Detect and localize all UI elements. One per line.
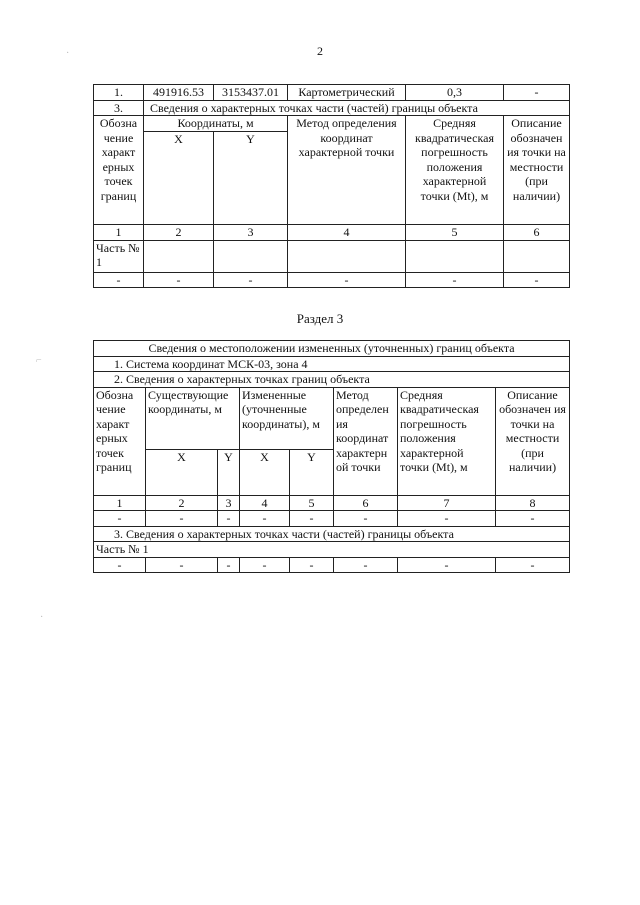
table-cell: 0,3 (406, 85, 504, 101)
table-cell: - (240, 511, 290, 527)
table-row (94, 356, 570, 372)
table-row (94, 341, 570, 357)
part-label: Часть № 1 (94, 542, 570, 558)
table-cell: Картометрический (288, 85, 406, 101)
table-cell (288, 240, 406, 272)
changed-boundaries-table (93, 340, 570, 573)
table-cell: - (94, 511, 146, 527)
column-number: 3 (214, 225, 288, 241)
header-x: X (146, 449, 218, 495)
table-row (94, 100, 570, 116)
column-number: 2 (146, 495, 218, 511)
header-method: Метод определен ия координат характерн ой точки (334, 387, 398, 495)
part-row (94, 240, 570, 272)
table-title: Сведения о местоположении измененных (уточненных) границ объекта (94, 341, 570, 357)
table-cell: - (496, 511, 570, 527)
table-row (94, 526, 570, 542)
table-cell: - (94, 272, 144, 288)
table-cell: - (240, 557, 290, 573)
header-y: Y (214, 132, 288, 225)
column-number: 5 (406, 225, 504, 241)
table-row (94, 542, 570, 558)
header-y: Y (218, 449, 240, 495)
table-cell: - (334, 511, 398, 527)
scan-mark: ⌐ (36, 355, 42, 366)
column-number: 6 (504, 225, 570, 241)
section-title: Сведения о характерных точках части (частей) границы объекта (144, 100, 570, 116)
column-number: 7 (398, 495, 496, 511)
table-cell: - (214, 272, 288, 288)
column-number: 4 (240, 495, 290, 511)
table-cell: 3153437.01 (214, 85, 288, 101)
column-numbers-row (94, 225, 570, 241)
header-x: X (240, 449, 290, 495)
header-description: Описание обозначен ия точки на местности (при наличии) (496, 387, 570, 495)
header-accuracy: Средняя квадратическая погрешность положения характерной точки (Mt), м (398, 387, 496, 495)
table-cell: - (290, 511, 334, 527)
header-coordinates: Координаты, м (144, 116, 288, 132)
scan-mark: · (40, 612, 44, 623)
table-cell (214, 240, 288, 272)
header-description: Описание обозначен ия точки на местности (при наличии) (504, 116, 570, 225)
table-cell: - (290, 557, 334, 573)
table-cell: 1. (94, 85, 144, 101)
points-info-row: 2. Сведения о характерных точках границ объекта (94, 372, 570, 388)
table-row (94, 272, 570, 288)
header-designation: Обозна чение характ ерных точек границ (94, 116, 144, 225)
header-row (94, 116, 570, 132)
table-row (94, 372, 570, 388)
table-row (94, 557, 570, 573)
column-numbers-row (94, 495, 570, 511)
header-changed-coords: Измененные (уточненные координаты), м (240, 387, 334, 449)
table-cell: - (288, 272, 406, 288)
points-table-part1 (93, 84, 570, 288)
header-method: Метод определения координат характерной точки (288, 116, 406, 225)
section-number: 3. (94, 100, 144, 116)
column-number: 2 (144, 225, 214, 241)
header-x: X (144, 132, 214, 225)
header-y: Y (290, 449, 334, 495)
table-cell: - (218, 511, 240, 527)
table-cell: - (406, 272, 504, 288)
header-existing-coords: Существующие координаты, м (146, 387, 240, 449)
page-number: 2 (317, 44, 323, 58)
header-designation: Обозна чение характ ерных точек границ (94, 387, 146, 495)
column-number: 4 (288, 225, 406, 241)
table-cell (504, 240, 570, 272)
table-cell: 491916.53 (144, 85, 214, 101)
table-cell: - (496, 557, 570, 573)
table-cell: - (398, 511, 496, 527)
column-number: 1 (94, 225, 144, 241)
table-cell: - (146, 511, 218, 527)
part-points-row: 3. Сведения о характерных точках части (частей) границы объекта (94, 526, 570, 542)
table-cell: - (94, 557, 146, 573)
column-number: 1 (94, 495, 146, 511)
scan-mark: · (66, 48, 70, 59)
table-cell: - (218, 557, 240, 573)
table-cell: - (146, 557, 218, 573)
column-number: 3 (218, 495, 240, 511)
table-cell: - (504, 272, 570, 288)
column-number: 6 (334, 495, 398, 511)
header-accuracy: Средняя квадратическая погрешность положения характерной точки (Mt), м (406, 116, 504, 225)
table-cell: - (144, 272, 214, 288)
part-label: Часть № 1 (94, 240, 144, 272)
section-heading: Раздел 3 (296, 311, 344, 326)
column-number: 5 (290, 495, 334, 511)
column-number: 8 (496, 495, 570, 511)
table-row (94, 511, 570, 527)
table-row (94, 85, 570, 101)
table-cell: - (334, 557, 398, 573)
coordinate-system-row: 1. Система координат МСК-03, зона 4 (94, 356, 570, 372)
table-cell (406, 240, 504, 272)
header-row (94, 387, 570, 449)
table-cell: - (504, 85, 570, 101)
table-cell: - (398, 557, 496, 573)
table-cell (144, 240, 214, 272)
